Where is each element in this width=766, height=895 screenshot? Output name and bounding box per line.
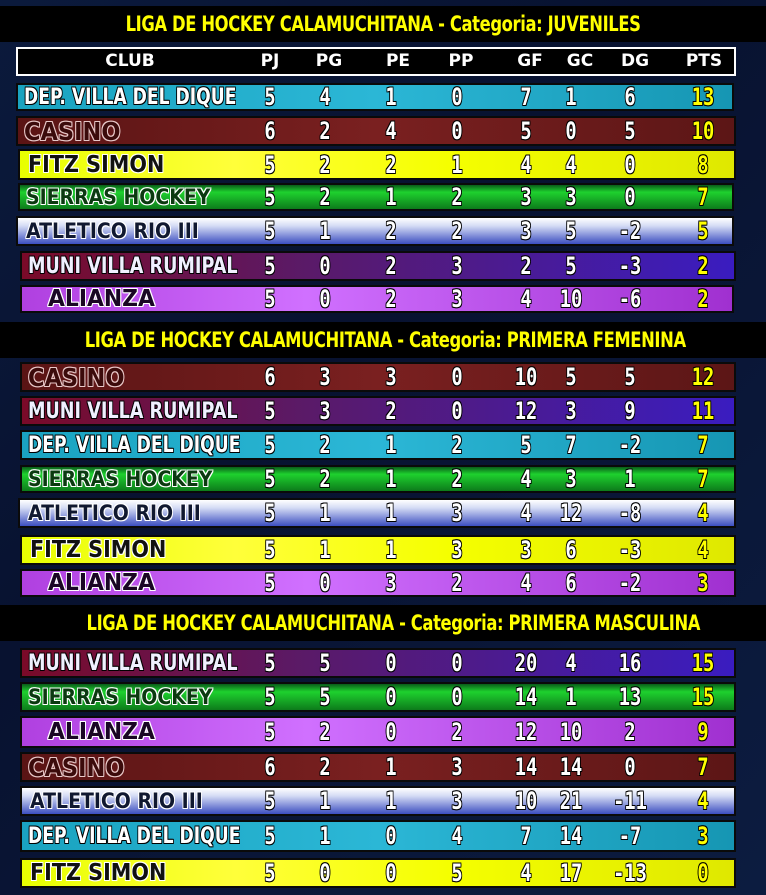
stat-dg: 2 [624,718,636,746]
stat-pg: 5 [319,649,331,677]
stat-pp: 2 [451,183,463,211]
stat-pj: 5 [264,217,276,245]
stat-gc: 3 [565,397,577,425]
club-name-text: DEP. VILLA DEL DIQUE [28,432,241,458]
stat-pe: 1 [385,465,397,493]
stat-pts: 7 [697,183,709,211]
stat-gc: 0 [565,117,577,145]
table-row [20,858,736,888]
club-name [26,218,218,244]
stat-pe: 2 [385,285,397,313]
column-header-club: CLUB [105,51,155,71]
club-name-text: MUNI VILLA RUMIPAL [28,253,238,279]
club-name [28,398,290,424]
club-name [28,822,300,850]
stat-gf: 14 [514,753,538,781]
stat-pp: 1 [451,150,463,179]
stat-pts: 15 [691,683,715,711]
club-name [28,650,290,676]
stat-gc: 5 [565,363,577,391]
club-name-text: ATLETICO RIO III [30,789,203,813]
stat-pj: 5 [264,787,276,815]
club-name-text: SIERRAS HOCKEY [28,467,213,491]
stat-pe: 0 [385,718,397,746]
table-row [16,83,734,111]
stat-pp: 4 [451,822,463,850]
stat-pe: 1 [385,787,397,815]
stat-gf: 3 [520,217,532,245]
club-name-text: SIERRAS HOCKEY [28,685,213,709]
stat-dg: -2 [618,217,642,245]
stat-dg: 13 [618,683,642,711]
stat-dg: 6 [624,83,636,111]
stat-gf: 5 [520,431,532,459]
club-name [28,684,233,710]
stat-pts: 0 [697,859,709,887]
stat-pg: 3 [319,397,331,425]
table-row [20,465,736,493]
stat-pe: 1 [385,183,397,211]
club-name [28,364,135,390]
stat-dg: 16 [618,649,642,677]
stat-pp: 3 [451,536,463,564]
stat-gc: 10 [559,718,583,746]
stat-gf: 5 [520,117,532,145]
club-name [48,718,161,746]
table-row [16,216,734,246]
stat-pj: 5 [264,536,276,564]
table-row [20,716,736,748]
stat-pg: 1 [319,822,331,850]
column-header-pg: PG [315,51,343,71]
stat-pp: 3 [451,285,463,313]
table-row [20,786,736,816]
stat-pe: 3 [385,569,397,597]
table-row [20,251,736,281]
column-header-dg: DG [620,51,650,71]
stat-pp: 2 [451,217,463,245]
stat-pts: 4 [697,536,709,564]
stat-pg: 2 [319,431,331,459]
stat-gc: 6 [565,536,577,564]
stat-dg: 5 [624,363,636,391]
club-name [28,754,135,780]
stat-gc: 6 [565,569,577,597]
stat-gc: 1 [565,83,577,111]
club-name [26,185,231,209]
club-name-text: CASINO [28,362,125,392]
stat-pp: 2 [451,718,463,746]
stat-gc: 1 [565,683,577,711]
stat-pp: 0 [451,397,463,425]
stat-gf: 10 [514,363,538,391]
stat-pe: 0 [385,822,397,850]
column-header-pj: PJ [260,51,280,71]
stat-dg: -7 [618,822,642,850]
stat-gf: 7 [520,83,532,111]
stat-dg: -11 [613,787,647,815]
table-title [0,322,766,358]
table-title [0,6,766,42]
stat-pe: 4 [385,117,397,145]
stat-dg: 0 [624,183,636,211]
stat-pj: 5 [264,649,276,677]
stat-pp: 3 [451,499,463,527]
stat-gf: 2 [520,252,532,280]
stat-pe: 0 [385,683,397,711]
stat-pj: 5 [264,683,276,711]
stat-pe: 1 [385,83,397,111]
stat-gf: 14 [514,683,538,711]
stat-dg: -3 [618,536,642,564]
stat-pe: 1 [385,753,397,781]
stat-pg: 1 [319,787,331,815]
club-name-text: FITZ SIMON [30,537,167,563]
stat-pg: 2 [319,150,331,179]
stat-gf: 4 [520,859,532,887]
club-name-text: MUNI VILLA RUMIPAL [28,398,238,424]
club-name-text: SIERRAS HOCKEY [26,185,211,209]
stat-pj: 5 [264,499,276,527]
column-header-row [16,47,736,76]
table-row [20,285,734,313]
stat-pp: 5 [451,859,463,887]
column-header-pts: PTS [685,51,723,71]
club-name-text: ATLETICO RIO III [28,501,201,525]
stat-gf: 12 [514,397,538,425]
stat-gc: 4 [565,649,577,677]
club-name [24,118,131,144]
stat-pg: 2 [319,753,331,781]
stat-pp: 0 [451,363,463,391]
table-row [20,820,736,852]
stat-gf: 3 [520,183,532,211]
stat-pe: 2 [385,252,397,280]
stat-pp: 3 [451,787,463,815]
stat-pp: 0 [451,83,463,111]
stat-pts: 3 [697,822,709,850]
stat-dg: -2 [618,569,642,597]
stat-pts: 3 [697,569,709,597]
stat-pts: 2 [697,252,709,280]
stat-gf: 4 [520,465,532,493]
table-row [18,183,734,211]
club-name [28,467,233,491]
club-name [30,537,181,563]
stat-pts: 7 [697,431,709,459]
stat-pe: 3 [385,363,397,391]
club-name-text: ALIANZA [48,286,155,312]
stat-gf: 4 [520,285,532,313]
stat-pj: 5 [264,431,276,459]
stat-gf: 7 [520,822,532,850]
stat-dg: -8 [618,499,642,527]
stat-gc: 14 [559,822,583,850]
stat-gc: 3 [565,465,577,493]
table-title-text: LIGA DE HOCKEY CALAMUCHITANA - Categoria: PRIMERA FEMENINA [84,328,686,352]
stat-pj: 6 [264,363,276,391]
table-row [20,396,736,426]
table-row [20,752,736,782]
stat-pe: 1 [385,431,397,459]
stat-pts: 5 [697,217,709,245]
column-header-pp: PP [448,51,474,71]
stat-pj: 5 [264,465,276,493]
stat-pts: 9 [697,718,709,746]
stat-pts: 4 [697,499,709,527]
club-name [48,287,161,311]
table-row [18,149,736,180]
stat-pj: 6 [264,117,276,145]
table-row [20,648,736,678]
club-name-text: CASINO [28,752,125,782]
club-name-text: ALIANZA [48,719,155,745]
stat-pts: 11 [691,397,715,425]
club-name [28,253,290,279]
stat-pts: 10 [691,117,715,145]
stat-pts: 4 [697,787,709,815]
club-name [28,500,220,526]
table-row [20,535,736,565]
stat-pg: 2 [319,718,331,746]
club-name-text: ALIANZA [48,570,155,596]
stat-pp: 2 [451,569,463,597]
stat-pg: 5 [319,683,331,711]
stat-pj: 5 [264,859,276,887]
stat-gf: 12 [514,718,538,746]
stat-pj: 5 [264,183,276,211]
stat-pts: 7 [697,753,709,781]
stat-pe: 0 [385,859,397,887]
club-name-text: FITZ SIMON [30,860,167,886]
stat-pg: 2 [319,465,331,493]
club-name [24,85,296,109]
stat-pp: 0 [451,683,463,711]
stat-gf: 4 [520,150,532,179]
stat-pj: 5 [264,718,276,746]
stat-pg: 0 [319,285,331,313]
stat-pp: 0 [451,117,463,145]
stat-pg: 1 [319,217,331,245]
table-title-text: LIGA DE HOCKEY CALAMUCHITANA - Categoria: PRIMERA MASCULINA [86,611,701,635]
stat-pp: 0 [451,649,463,677]
stat-gc: 14 [559,753,583,781]
stat-pj: 5 [264,569,276,597]
stat-pp: 2 [451,431,463,459]
club-name-text: FITZ SIMON [28,151,165,178]
stat-pg: 2 [319,183,331,211]
table-row [20,569,736,597]
stat-dg: 5 [624,117,636,145]
stat-gc: 10 [559,285,583,313]
stat-gc: 12 [559,499,583,527]
stat-pj: 5 [264,150,276,179]
stat-dg: -6 [618,285,642,313]
stat-gc: 21 [559,787,583,815]
stat-pg: 1 [319,536,331,564]
stat-pe: 2 [385,150,397,179]
stat-gf: 4 [520,499,532,527]
club-name [28,432,300,458]
table-row [20,682,736,712]
stat-pe: 0 [385,649,397,677]
club-name [30,788,222,814]
stat-pp: 2 [451,465,463,493]
stat-dg: 9 [624,397,636,425]
stat-dg: 1 [624,465,636,493]
stat-pts: 7 [697,465,709,493]
stat-gf: 3 [520,536,532,564]
stat-pg: 4 [319,83,331,111]
stat-pp: 3 [451,252,463,280]
stat-gc: 5 [565,217,577,245]
stat-pg: 0 [319,859,331,887]
table-row [16,116,736,146]
table-row [20,362,736,392]
column-header-gc: GC [566,51,594,71]
stat-pg: 1 [319,499,331,527]
stat-pe: 2 [385,217,397,245]
stat-pts: 2 [697,285,709,313]
stat-pg: 3 [319,363,331,391]
club-name [48,571,161,595]
club-name-text: DEP. VILLA DEL DIQUE [24,84,237,110]
stat-pj: 5 [264,397,276,425]
stat-pe: 1 [385,499,397,527]
stat-gc: 4 [565,150,577,179]
stat-pg: 0 [319,252,331,280]
club-name [30,860,181,886]
stat-pj: 5 [264,285,276,313]
stat-gf: 10 [514,787,538,815]
stat-pts: 15 [691,649,715,677]
stat-dg: -3 [618,252,642,280]
stat-gc: 5 [565,252,577,280]
table-row [20,430,736,460]
club-name-text: CASINO [24,116,121,146]
stat-pg: 2 [319,117,331,145]
stat-pts: 12 [691,363,715,391]
stat-pg: 0 [319,569,331,597]
club-name-text: DEP. VILLA DEL DIQUE [28,823,241,849]
stat-dg: 0 [624,753,636,781]
stat-gf: 4 [520,569,532,597]
stat-pts: 8 [697,150,709,179]
stat-gc: 7 [565,431,577,459]
stat-pj: 6 [264,753,276,781]
club-name [28,151,179,178]
stat-pts: 13 [691,83,715,111]
table-row [18,498,736,528]
stat-pe: 2 [385,397,397,425]
stat-pe: 1 [385,536,397,564]
stat-pp: 3 [451,753,463,781]
stat-dg: -13 [613,859,647,887]
stat-gc: 3 [565,183,577,211]
table-title [0,605,766,641]
club-name-text: ATLETICO RIO III [26,219,199,243]
club-name-text: MUNI VILLA RUMIPAL [28,650,238,676]
stat-dg: 0 [624,150,636,179]
column-header-gf: GF [517,51,543,71]
stat-pj: 5 [264,822,276,850]
stat-gf: 20 [514,649,538,677]
column-header-pe: PE [385,51,411,71]
stat-gc: 17 [559,859,583,887]
stat-pj: 5 [264,83,276,111]
table-title-text: LIGA DE HOCKEY CALAMUCHITANA - Categoria: JUVENILES [125,12,641,36]
stat-dg: -2 [618,431,642,459]
stat-pj: 5 [264,252,276,280]
